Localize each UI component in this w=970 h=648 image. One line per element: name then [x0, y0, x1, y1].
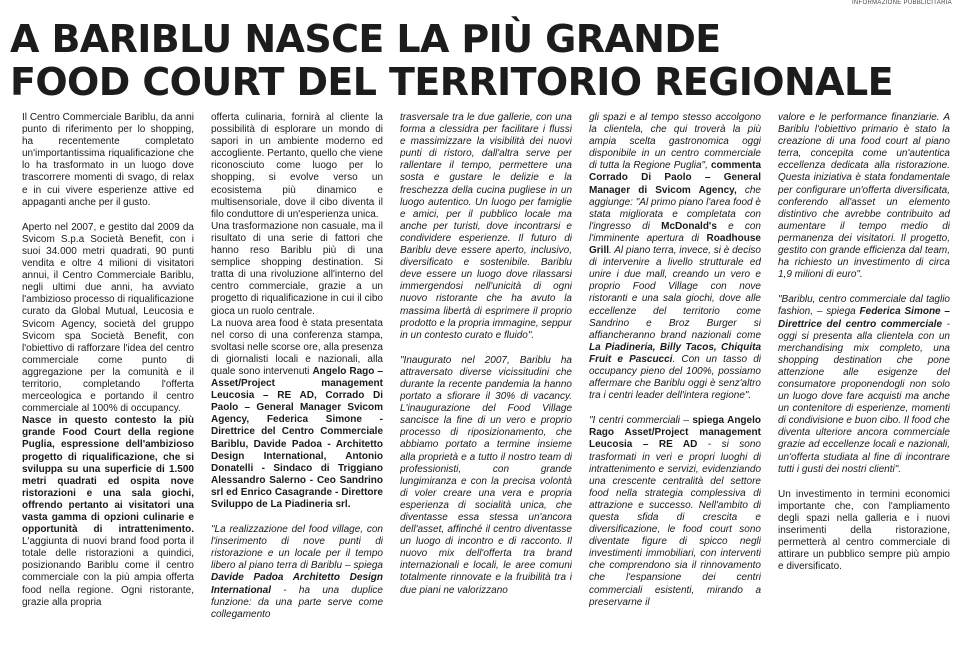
bold-text: Angelo Rago – Asset/Project management Leucosia – RE AD, Corrado Di Paolo – General Manager Svicom Agency, Federica Simone - Direttrice del Centro Commerciale Bariblu, Davide Padoa - Architetto Design International, Antonio Donatelli - Sindaco di Triggiano Alessandro Salerno - Ceo Sandrino srl ed Enrico Casagrande - Direttore Sviluppo de La Piadineria srl.	[211, 365, 383, 510]
quote-paragraph: "Inaugurato nel 2007, Bariblu ha attraversato diverse vicissitudini che durante la recente pandemia la hanno portato a sfiorare il 30% di vacancy. L'inaugurazione del Food Village sancisce la fine di un vero e proprio processo di riposizionamento, che abbiamo portato a termine insieme alla proprietà e a tutto il nostro team di professionisti, con grande lungimiranza e con la precisa volontà di voler creare una vera e propria esperienza di socialità unica, che diventasse essa stessa un'ancora dell'asset, affinché il centro diventasse un luogo di incontro e di racconto. Il nuovo mix dell'offerta tra brand internazionali e locali, le aree comuni totalmente rinnovate e la fruibilità tra i due piani ne valorizzano	[400, 354, 572, 596]
quote-paragraph: trasversale tra le due gallerie, con una forma a clessidra per facilitare i flussi e massimizzare la visibilità dei nuovi punti di ristoro, dall'altra serve per rallentare il tempo, permettere una sosta e gustare le delizie e la freschezza della cucina pugliese in un luogo autentico. Un luogo per famiglie e amici, per il pubblico locale ma anche per turisti, dove incontrarsi e condividere esperienze. Il futuro di Bariblu deve essere aperto, inclusivo, diversificato e sostenibile. Bariblu deve essere un luogo dove rilassarsi immergendosi nell'unicità di ogni nuovo ristorante che ha avuto la massima libertà di esprimere il proprio prodotto e la propria immagine, seppur in un contesto curato e fluido".	[400, 112, 572, 341]
text-run: - ha una duplice funzione: da una parte serve come collegamento	[211, 584, 383, 620]
article-column-5	[778, 112, 950, 642]
article-column-3	[400, 112, 572, 642]
text-run: L'aggiunta di nuovi brand food porta il totale delle ristorazioni a quindici, posizionando Bariblu come il centro commerciale con la più ampia offerta food nella regione. Ogni ristorante, grazie alla propria	[22, 536, 194, 608]
advertising-notice: INFORMAZIONE PUBBLICITARIA	[851, 0, 952, 6]
headline-line-1: A BARIBLU NASCE LA PIÙ GRANDE	[10, 17, 721, 61]
article-column-4	[589, 112, 761, 642]
text-run: che aggiunge: "Al primo piano l'area food è stata migliorata e completata con l'ingresso di	[589, 184, 761, 232]
text-run: . Al piano terra, invece, si è deciso di intervenire a livello strutturale ed unire i due mall, creando un vero e proprio Food Village con nove ristoranti e una sala giochi, dove alle eccellenze del territorio come Sandrino e Broz Burger si affiancheranno brand nazionali come	[589, 245, 761, 341]
quote-paragraph	[589, 112, 761, 402]
paragraph: Un investimento in termini economici importante che, con l'ampliamento degli spazi nella galleria e i nuovi inserimenti della ristorazione, permetterà al centro commerciale di attirare un pubblico sempre più ampio e diversificato.	[778, 488, 950, 573]
paragraph: offerta culinaria, fornirà al cliente la possibilità di esplorare un mondo di sapori in un ambiente moderno ed accogliente. Pertanto, quello che viene riconosciuto come luogo per lo shopping, si evolve verso un ecosistema più dinamico e multisensoriale, dove il cibo diventa il filo conduttore di un'esperienza unica.	[211, 112, 383, 220]
text-run: gli spazi e al tempo stesso accolgono la clientela, che qui troverà la più ampia scelta gastronomica oggi disponibile in un centro commerciale di tutta la Regione Puglia",	[589, 112, 761, 172]
article-column-2	[211, 112, 383, 642]
bold-text: Nasce in questo contesto la più grande Food Court della regione Puglia, espressione dell'ambizioso progetto di riqualificazione, che si sviluppa su una superficie di 1.500 metri quadrati ed ospita nove ristorazioni e una sala giochi, offrendo pertanto ai visitatori una vasta gamma di opzioni culinarie e opportunità di intrattenimento.	[22, 415, 194, 536]
quote-paragraph: valore e le performance finanziarie. A Bariblu l'obiettivo primario è stato la creazione di una food court al piano terra, concepita come un'autentica eccellenza dedicata alla ristorazione. Questa iniziativa è stata fondamentale per configurare un'offerta diversificata, conferendo all'asset un elemento distintivo che avrebbe contribuito ad aumentare il tempo medio di permanenza dei visitatori. Il progetto, gestito con grande efficienza dal team, ha richiesto un investimento di circa 1,9 milioni di euro".	[778, 112, 950, 281]
article-body	[22, 112, 950, 642]
text-run: La nuova area food è stata presentata nel corso di una conferenza stampa, svoltasi nelle scorse ore, alla presenza di giornalisti locali e nazionali, alla quale sono intervenuti	[211, 317, 383, 377]
bold-text: Federica Simone – Direttrice del centro commerciale	[778, 306, 950, 330]
text-run: . Con un tasso di occupancy pieno del 100%, possiamo affermare che Bariblu oggi è senz'altro tra i centri leader dell'intera regione".	[589, 353, 761, 402]
paragraph	[22, 415, 194, 609]
text-run: - oggi si presenta alla clientela con un merchandising mix completo, una shopping destination che pone attenzione alle esigenze del consumatore proponendogli non solo un luogo dove fare acquisti ma anche un contenitore di esperienze, momenti di condivisione e buon cibo. Il food che diventa ulteriore ancora commerciale grazie ad eccellenze locali e nazionali, un'offerta studiata al fine di incontrare tutti i gusti dei nostri clienti".	[778, 318, 950, 475]
quote-paragraph	[211, 524, 383, 621]
paragraph: Una trasformazione non casuale, ma il risultato di una serie di fattori che hanno reso Bariblu più di una semplice shopping destination. Si tratta di una rivoluzione all'interno del centro commerciale, grazie a un progetto di riqualificazione in cui il cibo gioca un ruolo centrale.	[211, 220, 383, 317]
text-run: "Bariblu, centro commerciale dal taglio fashion, – spiega	[778, 294, 950, 318]
brand-names: La Piadineria, Billy Tacos, Chiquita Fruit e Pascucci	[589, 341, 761, 365]
text-run: "I centri commerciali –	[589, 415, 693, 427]
text-run: - si sono trasformati in veri e propri luoghi di intrattenimento e servizi, evidenziando una crescente centralità del settore food nella strategia complessiva di attrazione e successo. Nell'ambito di questa sfida di crescita e diversificazione, le food court sono diventate figure di spicco negli investimenti immobiliari, con interventi che comprendono sia il rinnovamento che l'espansione dei centri commerciali esistenti, mirando a preservarne il	[589, 439, 761, 608]
bold-text: commenta Corrado Di Paolo – General Manager di Svicom Agency,	[589, 160, 761, 196]
brand-name: McDonald's	[661, 220, 717, 232]
bold-text: spiega Angelo Rago Asset/Project management Leucosia – RE AD	[589, 415, 761, 451]
brand-name: Roadhouse Grill	[589, 232, 761, 257]
article-column-1	[22, 112, 194, 642]
paragraph	[211, 318, 383, 512]
page-title	[10, 18, 960, 104]
quote-paragraph	[589, 415, 761, 609]
headline-line-2: FOOD COURT DEL TERRITORIO REGIONALE	[10, 60, 893, 104]
paragraph: Aperto nel 2007, e gestito dal 2009 da Svicom S.p.a Società Benefit, con i suoi 34.000 metri quadrati, 90 punti vendita e oltre 4 milioni di visitatori annui, il Centro Commerciale Bariblu, negli ultimi due anni, ha avviato l'ambizioso processo di riqualificazione curato da Global Mutual, Leucosia e Svicom Agency, società del gruppo Svicom spa Società Benefit, con l'obiettivo di rafforzare l'idea del centro commerciale come punto di aggregazione per la comunità e il territorio, completando l'offerta merceologica e portando il centro commerciale al 100% di occupancy.	[22, 221, 194, 415]
quote-paragraph	[778, 294, 950, 475]
text-run: "La realizzazione del food village, con l'inserimento di nove punti di ristorazione e un locale per il tempo libero al piano terra di Bariblu – spiega	[211, 524, 383, 572]
text-run: e con l'imminente apertura di	[589, 220, 761, 244]
bold-text: Davide Padoa Architetto Design International	[211, 572, 383, 596]
paragraph: Il Centro Commerciale Bariblu, da anni punto di riferimento per lo shopping, ha recentemente completato un'importantissima riqualificazione che lo ha trasformato in un luogo dove trascorrere momenti di svago, di relax e in cui vivere esperienze attive ed appaganti anche per il gusto.	[22, 112, 194, 208]
